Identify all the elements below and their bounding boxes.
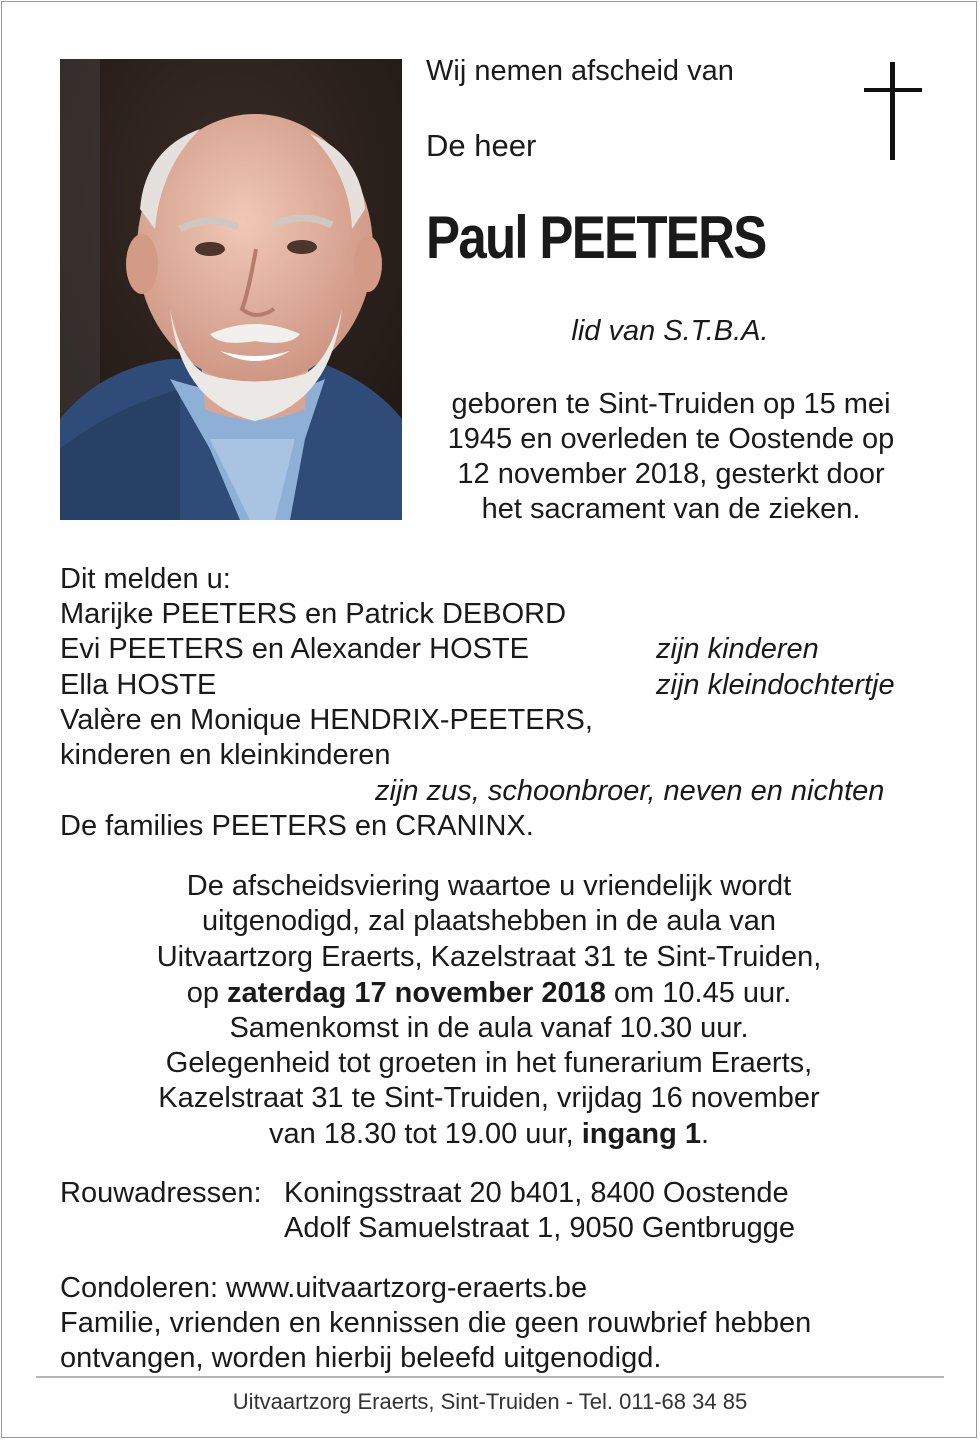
ceremony-line-5: Samenkomst in de aula vanaf 10.30 uur.: [229, 1012, 749, 1044]
ceremony-line-8-post: .: [700, 1118, 710, 1150]
addresses-label: Rouwadressen:: [60, 1177, 262, 1209]
announcer-line-3: Ella HOSTE: [60, 669, 217, 701]
ceremony-date: zaterdag 17 november 2018: [227, 977, 606, 1009]
announcer-role-granddaughter: zijn kleindochtertje: [656, 669, 895, 701]
membership: lid van S.T.B.A.: [571, 315, 769, 347]
ceremony-line-6: Gelegenheid tot groeten in het funerarium Eraerts,: [165, 1047, 813, 1079]
footer-divider: [36, 1376, 944, 1378]
deceased-name: Paul PEETERS: [426, 204, 766, 271]
announcer-line-6: De families PEETERS en CRANINX.: [60, 810, 534, 842]
ceremony-line-8: [0, 1117, 978, 1152]
announcer-line-2: Evi PEETERS en Alexander HOSTE: [60, 633, 530, 665]
bio-line-4: het sacrament van de zieken.: [481, 493, 861, 525]
ceremony-line-4-pre: op: [186, 977, 228, 1009]
address-2: Adolf Samuelstraat 1, 9050 Gentbrugge: [284, 1212, 796, 1244]
announcers-intro: Dit melden u:: [60, 563, 231, 595]
ceremony-line-7: Kazelstraat 31 te Sint-Truiden, vrijdag 16 november: [158, 1082, 820, 1114]
intro-text: Wij nemen afscheid van: [426, 55, 734, 87]
condolences-line-2: Familie, vrienden en kennissen die geen rouwbrief hebben: [60, 1307, 812, 1339]
ceremony-line-2: uitgenodigd, zal plaatshebben in de aula van: [201, 905, 776, 937]
portrait-photo: [60, 59, 402, 520]
announcer-role-children: zijn kinderen: [656, 633, 819, 665]
bio-line-2: 1945 en overleden te Oostende op: [447, 423, 895, 455]
footer-text: Uitvaartzorg Eraerts, Sint-Truiden - Tel. 011-68 34 85: [232, 1389, 748, 1414]
condolences-line-1: Condoleren: www.uitvaartzorg-eraerts.be: [60, 1272, 588, 1304]
salutation: De heer: [426, 128, 537, 163]
announcer-line-5: kinderen en kleinkinderen: [60, 739, 391, 771]
cross-icon: [864, 62, 922, 160]
bio-line-1: geboren te Sint-Truiden op 15 mei: [451, 388, 891, 420]
bio-line-3: 12 november 2018, gesterkt door: [457, 458, 885, 490]
announcer-line-4: Valère en Monique HENDRIX-PEETERS,: [60, 704, 593, 736]
ceremony-line-4: [0, 976, 978, 1011]
ceremony-line-4-post: om 10.45 uur.: [605, 977, 792, 1009]
announcer-role-sister: zijn zus, schoonbroer, neven en nichten: [375, 775, 885, 807]
announcer-line-1: Marijke PEETERS en Patrick DEBORD: [60, 598, 567, 630]
address-1: Koningsstraat 20 b401, 8400 Oostende: [284, 1177, 789, 1209]
condolences-line-3: ontvangen, worden hierbij beleefd uitgenodigd.: [60, 1342, 662, 1374]
ceremony-line-3: Uitvaartzorg Eraerts, Kazelstraat 31 te Sint-Truiden,: [156, 941, 822, 973]
ceremony-line-1: De afscheidsviering waartoe u vriendelijk wordt: [186, 870, 792, 902]
entrance-number: ingang 1: [581, 1118, 701, 1150]
ceremony-line-8-pre: van 18.30 tot 19.00 uur,: [268, 1118, 582, 1150]
